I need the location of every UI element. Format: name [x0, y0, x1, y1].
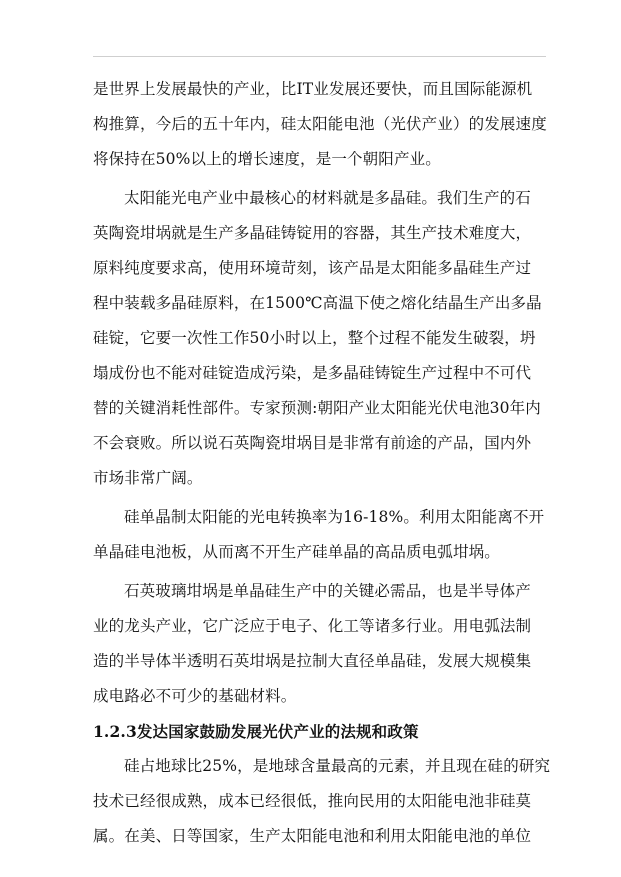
paragraph-3 [93, 500, 546, 570]
section-heading: 1.2.3发达国家鼓励发展光伏产业的法规和政策 [93, 722, 419, 741]
text-line: 英陶瓷坩埚就是生产多晶硅铸锭用的容器，其生产技术难度大， [93, 224, 532, 242]
text-line: 造的半导体半透明石英坩埚是拉制大直径单晶硅，发展大规模集 [93, 652, 532, 670]
paragraph-4 [93, 574, 546, 714]
text-line: 业的龙头产业，它广泛应于电子、化工等诸多行业。用电弧法制 [93, 617, 532, 635]
text-line: 硅单晶制太阳能的光电转换率为16-18%。利用太阳能离不开 [124, 508, 545, 526]
text-line: 原料纯度要求高，使用环境苛刻，该产品是太阳能多晶硅生产过 [93, 259, 532, 277]
text-line: 石英玻璃坩埚是单晶硅生产中的关键必需品，也是半导体产 [124, 582, 531, 600]
paragraph-1 [93, 72, 546, 177]
paragraph-5 [93, 749, 551, 854]
text-line: 属。在美、日等国家，生产太阳能电池和利用太阳能电池的单位 [93, 827, 532, 845]
text-line: 硅锭，它要一次性工作50小时以上，整个过程不能发生破裂，坍 [93, 329, 536, 347]
header-rule [93, 56, 546, 57]
text-line: 太阳能光电产业中最核心的材料就是多晶硅。我们生产的石 [124, 189, 531, 207]
text-line: 硅占地球比25%，是地球含量最高的元素，并且现在硅的研究 [124, 757, 551, 775]
text-line: 技术已经很成熟，成本已经很低，推向民用的太阳能电池非硅莫 [93, 792, 532, 810]
text-line: 替的关键消耗性部件。专家预测:朝阳产业太阳能光伏电池30年内 [93, 399, 541, 417]
text-line: 构推算，今后的五十年内，硅太阳能电池（光伏产业）的发展速度 [93, 115, 547, 133]
text-line: 程中装载多晶硅原料，在1500℃高温下使之熔化结晶生产出多晶 [93, 294, 542, 312]
text-line: 不会衰败。所以说石英陶瓷坩埚目是非常有前途的产品，国内外 [93, 434, 532, 452]
page-body [93, 72, 551, 854]
text-line: 成电路必不可少的基础材料。 [93, 687, 297, 705]
text-line: 单晶硅电池板，从而离不开生产硅单晶的高品质电弧坩埚。 [93, 543, 500, 561]
text-line: 市场非常广阔。 [93, 469, 203, 487]
text-line: 是世界上发展最快的产业，比IT业发展还要快，而且国际能源机 [93, 80, 533, 98]
text-line: 塌成份也不能对硅锭造成污染，是多晶硅铸锭生产过程中不可代 [93, 364, 532, 382]
text-line: 将保持在50%以上的增长速度，是一个朝阳产业。 [93, 150, 441, 168]
paragraph-2 [93, 181, 546, 496]
